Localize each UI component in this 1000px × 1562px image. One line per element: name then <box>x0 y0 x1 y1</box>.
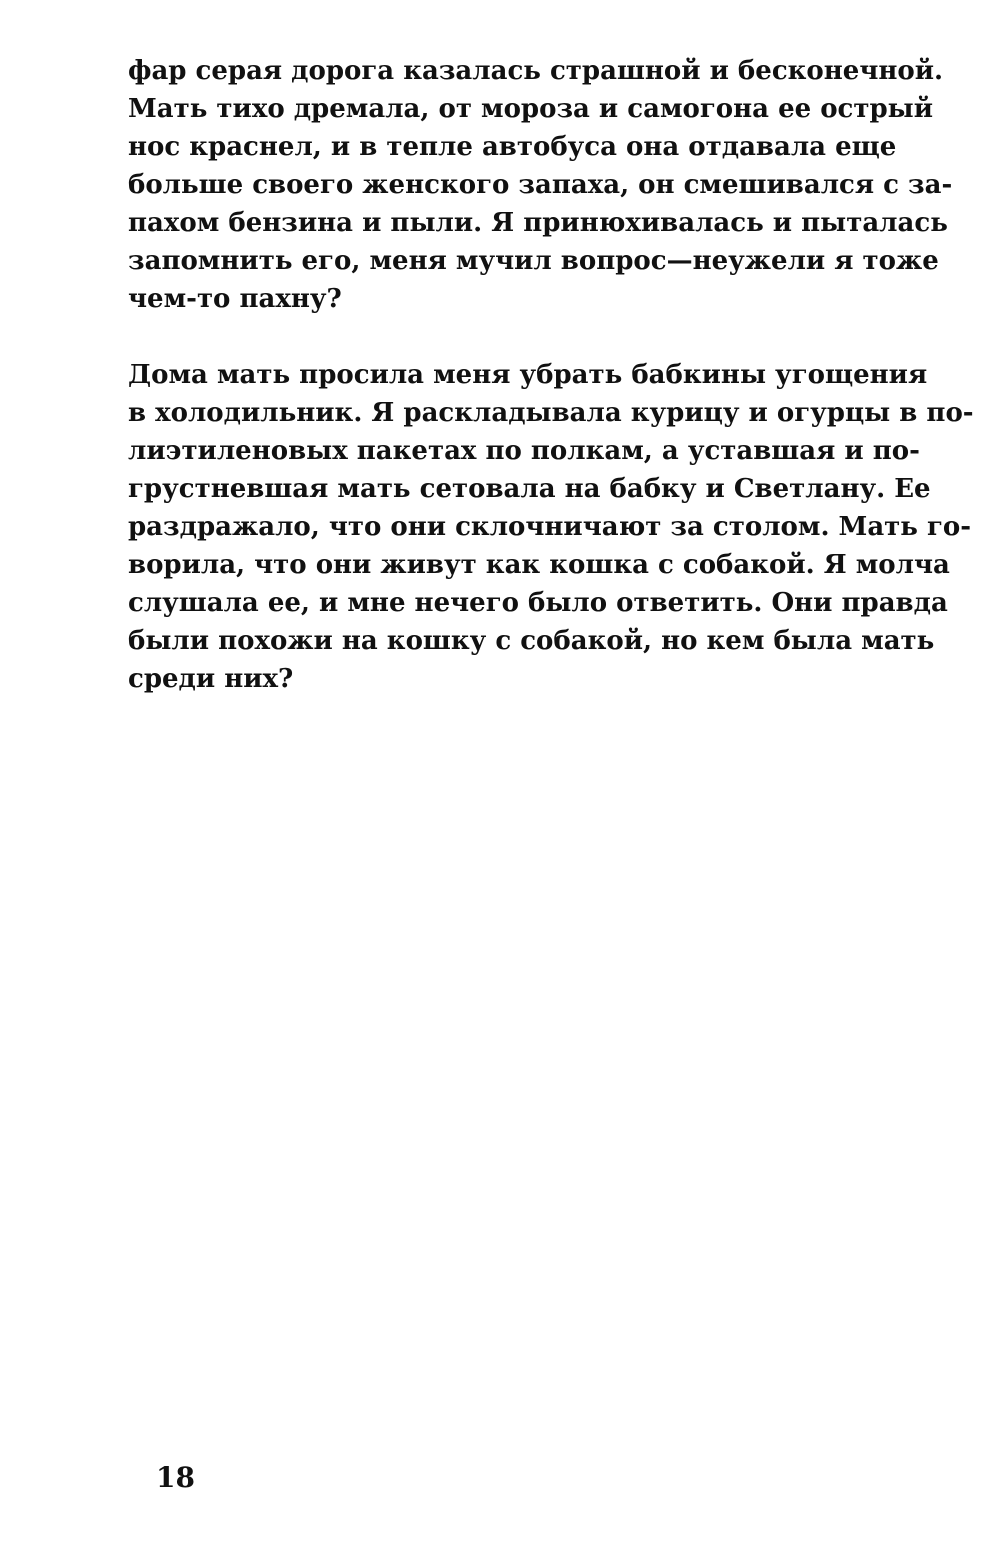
text-line: чем-то пахну? <box>128 284 342 314</box>
text-line: ворила, что они живут как кошка с собакой. Я молча <box>128 550 950 580</box>
text-line: пахом бензина и пыли. Я принюхивалась и пыталась <box>128 208 948 238</box>
text-line: грустневшая мать сетовала на бабку и Светлану. Ее <box>128 474 931 504</box>
text-line: больше своего женского запаха, он смешивался с за- <box>128 170 953 200</box>
text-line: лиэтиленовых пакетах по полкам, а уставшая и по- <box>128 436 920 466</box>
text-line: запомнить его, меня мучил вопрос—неужели я тоже <box>128 246 939 276</box>
text-line: Мать тихо дремала, от мороза и самогона ее острый <box>128 94 934 124</box>
text-line: нос краснел, и в тепле автобуса она отдавала еще <box>128 132 897 162</box>
text-line: раздражало, что они склочничают за столом. Мать го- <box>128 512 972 542</box>
text-line: слушала ее, и мне нечего было ответить. Они правда <box>128 588 948 618</box>
text-line: среди них? <box>128 664 294 694</box>
text-line: Дома мать просила меня убрать бабкины угощения <box>128 360 928 390</box>
text-line: в холодильник. Я раскладывала курицу и огурцы в по- <box>128 398 974 428</box>
page-number: 18 <box>156 1461 195 1494</box>
text-line: были похожи на кошку с собакой, но кем была мать <box>128 626 935 656</box>
text-line: фар серая дорога казалась страшной и бесконечной. <box>128 56 944 86</box>
